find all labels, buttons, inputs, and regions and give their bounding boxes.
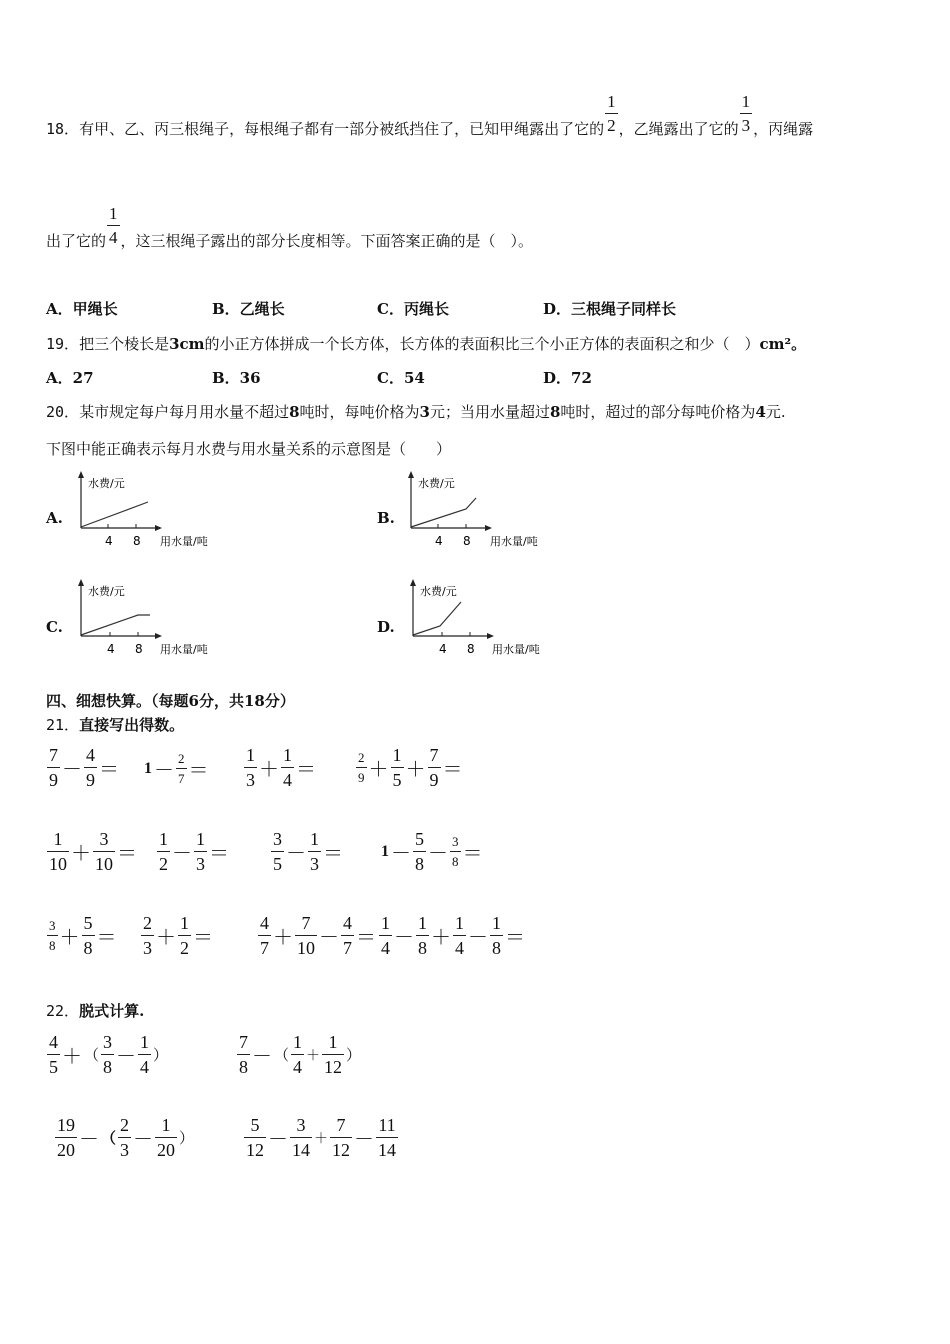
q18-text-d: 出了它的 bbox=[46, 232, 107, 250]
plus-sign: ＋ bbox=[259, 759, 279, 781]
x-axis-label: 用水量/吨 bbox=[490, 535, 538, 548]
y-axis-label: 水费/元 bbox=[418, 477, 455, 490]
minus-sign: － bbox=[354, 1129, 374, 1151]
fraction: $\frac{1}{5}$ bbox=[392, 745, 402, 790]
fraction: $\frac{7}{8}$ bbox=[239, 1032, 248, 1077]
q20-line2: 下图中能正确表示每月水费与用水量关系的示意图是（ ） bbox=[46, 440, 452, 458]
q18-fraction-half: $\frac{1}{2}$ bbox=[607, 92, 616, 135]
fraction: $\frac{1}{4}$ bbox=[140, 1032, 150, 1077]
q22-expr-1 bbox=[46, 1033, 169, 1076]
x-axis-arrow bbox=[155, 525, 162, 531]
q20-option-a-label[interactable]: A. bbox=[46, 509, 63, 527]
q18-option-d[interactable]: D．三根绳子同样长 bbox=[543, 300, 677, 318]
fraction: $\frac{1}{2}$ bbox=[159, 829, 168, 874]
fraction: $\frac{1}{4}$ bbox=[283, 745, 292, 790]
plus-sign: ＋ bbox=[405, 759, 426, 781]
q20-option-d-label[interactable]: D. bbox=[377, 618, 395, 636]
q18-text-e: ，这三根绳子露出的部分长度相等。下面答案正确的是（ ）。 bbox=[120, 232, 534, 250]
x-axis-arrow bbox=[155, 633, 162, 639]
q20-option-b-label[interactable]: B. bbox=[377, 509, 395, 527]
x-axis-arrow bbox=[485, 525, 492, 531]
q21-title: 直接写出得数。 bbox=[79, 716, 185, 734]
q22-expr-3 bbox=[54, 1116, 195, 1159]
y-axis-label: 水费/元 bbox=[88, 477, 125, 490]
q22-heading bbox=[46, 1000, 144, 1021]
left-paren: （ bbox=[101, 1131, 117, 1147]
fraction: $\frac{3}{5}$ bbox=[273, 829, 282, 874]
tick-label-8: 8 bbox=[135, 642, 143, 656]
q19-option-d[interactable]: D．72 bbox=[543, 369, 592, 387]
q19-option-a[interactable]: A．27 bbox=[46, 369, 94, 387]
fraction: $\frac{4}{5}$ bbox=[49, 1032, 58, 1077]
q20-text-d: 吨时，超过的部分每吨价格为 bbox=[560, 403, 756, 421]
y-axis-arrow bbox=[408, 471, 414, 478]
q21-expr-4 bbox=[355, 746, 464, 789]
q18-option-c[interactable]: C．丙绳长 bbox=[377, 300, 449, 318]
q20-number: 20． bbox=[46, 403, 80, 421]
plus-sign: ＋ bbox=[314, 1131, 328, 1147]
fraction: $\frac{3}{8}$ bbox=[49, 918, 56, 953]
fraction: $\frac{1}{4}$ bbox=[455, 913, 464, 958]
q21-expr-11 bbox=[257, 914, 377, 957]
fraction: $\frac{1}{10}$ bbox=[49, 829, 67, 874]
left-paren: （ bbox=[84, 1048, 100, 1064]
fraction: $\frac{2}{3}$ bbox=[143, 913, 152, 958]
q21-expr-6 bbox=[156, 830, 230, 873]
q18-text-c: ，丙绳露 bbox=[753, 120, 814, 138]
tick-label-4: 4 bbox=[107, 642, 115, 656]
fraction: $\frac{2}{9}$ bbox=[358, 750, 365, 785]
q20-value-a: 8 bbox=[289, 403, 300, 421]
q20-option-c-label[interactable]: C. bbox=[46, 618, 63, 636]
fraction: $\frac{5}{8}$ bbox=[415, 829, 424, 874]
fraction: $\frac{1}{4}$ bbox=[293, 1032, 303, 1077]
fraction: $\frac{7}{10}$ bbox=[297, 913, 315, 958]
q21-heading bbox=[46, 714, 184, 735]
q19-text-b: 的小正方体拼成一个长方体，长方体的表面积比三个小正方体的表面积之和少（ ） bbox=[204, 335, 760, 353]
tick-label-4: 4 bbox=[105, 534, 113, 548]
section-4-title: 四、细想快算。（每题6分，共18分） bbox=[46, 692, 295, 710]
q19-text bbox=[46, 333, 806, 354]
x-axis-label: 用水量/吨 bbox=[160, 643, 208, 656]
fraction: $\frac{5}{8}$ bbox=[83, 913, 93, 958]
fraction: $\frac{7}{9}$ bbox=[49, 745, 58, 790]
fraction: $\frac{3}{8}$ bbox=[452, 834, 459, 869]
q21-expr-5 bbox=[46, 830, 138, 873]
minus-sign: － bbox=[172, 843, 192, 865]
q22-expr-4 bbox=[243, 1116, 399, 1159]
q18-fraction-quarter: $\frac{1}{4}$ bbox=[109, 204, 118, 247]
fraction: $\frac{5}{12}$ bbox=[246, 1115, 264, 1160]
y-axis-arrow bbox=[410, 579, 416, 586]
q20-value-d: 4 bbox=[755, 403, 766, 421]
plus-sign: ＋ bbox=[306, 1048, 321, 1064]
fraction: $\frac{1}{20}$ bbox=[157, 1115, 176, 1160]
q18-option-b[interactable]: B．乙绳长 bbox=[212, 300, 285, 318]
q19-number: 19． bbox=[46, 335, 80, 353]
q18-option-a[interactable]: A．甲绳长 bbox=[46, 300, 118, 318]
equals-sign: ＝ bbox=[462, 843, 483, 865]
equals-sign: ＝ bbox=[323, 843, 343, 865]
fraction: $\frac{1}{3}$ bbox=[196, 829, 205, 874]
q20-graph-c[interactable] bbox=[70, 578, 230, 663]
left-paren: （ bbox=[274, 1048, 290, 1064]
fraction: $\frac{4}{7}$ bbox=[260, 913, 269, 958]
plus-sign: ＋ bbox=[62, 1046, 82, 1068]
q18-number: 18． bbox=[46, 120, 80, 138]
q18-text-b: ，乙绳露出了它的 bbox=[618, 120, 739, 138]
equals-sign: ＝ bbox=[442, 759, 463, 781]
tick-label-8: 8 bbox=[463, 534, 471, 548]
equals-sign: ＝ bbox=[296, 759, 316, 781]
fraction: $\frac{2}{3}$ bbox=[120, 1115, 130, 1160]
minus-sign: － bbox=[391, 843, 411, 865]
minus-sign: － bbox=[428, 843, 448, 865]
y-axis-arrow bbox=[78, 471, 84, 478]
fee-line bbox=[411, 498, 476, 527]
fraction: $\frac{4}{9}$ bbox=[86, 745, 95, 790]
q20-text-e: 元. bbox=[765, 403, 786, 421]
q19-edge-length: 3cm bbox=[169, 335, 205, 353]
right-paren: ） bbox=[179, 1131, 195, 1147]
equals-sign: ＝ bbox=[96, 927, 117, 949]
fraction: $\frac{19}{20}$ bbox=[57, 1115, 75, 1160]
minus-sign: － bbox=[154, 760, 174, 782]
q20-text-c: 元；当用水量超过 bbox=[429, 403, 550, 421]
q20-graph-d[interactable] bbox=[402, 578, 562, 663]
q20-text-a: 某市规定每户每月用水量不超过 bbox=[79, 403, 290, 421]
plus-sign: ＋ bbox=[368, 759, 389, 781]
fraction: $\frac{1}{8}$ bbox=[418, 913, 427, 958]
plus-sign: ＋ bbox=[273, 927, 293, 949]
minus-sign: － bbox=[116, 1046, 137, 1068]
y-axis-label: 水费/元 bbox=[420, 585, 457, 598]
right-paren: ） bbox=[153, 1048, 169, 1064]
equals-sign: ＝ bbox=[117, 843, 137, 865]
q19-unit: cm²。 bbox=[759, 335, 807, 353]
minus-sign: － bbox=[62, 759, 82, 781]
one: 1 bbox=[381, 842, 389, 860]
fraction: $\frac{1}{3}$ bbox=[310, 829, 319, 874]
fraction: $\frac{1}{12}$ bbox=[324, 1032, 343, 1077]
fraction: $\frac{7}{12}$ bbox=[332, 1115, 350, 1160]
fraction: $\frac{7}{9}$ bbox=[429, 745, 439, 790]
q20-graph-b[interactable] bbox=[400, 470, 560, 555]
q21-expr-2 bbox=[143, 752, 210, 785]
q21-expr-3 bbox=[243, 746, 317, 789]
one: 1 bbox=[144, 759, 152, 777]
minus-sign: － bbox=[268, 1129, 288, 1151]
plus-sign: ＋ bbox=[59, 927, 80, 949]
fraction: $\frac{3}{14}$ bbox=[292, 1115, 310, 1160]
fraction: $\frac{11}{14}$ bbox=[378, 1115, 396, 1160]
q19-text-a: 把三个棱长是 bbox=[79, 335, 170, 353]
fraction: $\frac{1}{3}$ bbox=[246, 745, 255, 790]
equals-sign: ＝ bbox=[188, 760, 209, 782]
fee-line bbox=[81, 502, 148, 527]
equals-sign: ＝ bbox=[209, 843, 229, 865]
tick-label-8: 8 bbox=[467, 642, 475, 656]
q21-expr-12 bbox=[378, 914, 526, 957]
tick-label-4: 4 bbox=[435, 534, 443, 548]
tick-label-8: 8 bbox=[133, 534, 141, 548]
q22-expr-2 bbox=[236, 1033, 362, 1076]
x-axis-label: 用水量/吨 bbox=[160, 535, 208, 548]
equals-sign: ＝ bbox=[356, 927, 376, 949]
fee-line bbox=[413, 602, 461, 635]
q18-text-a: 有甲、乙、丙三根绳子，每根绳子都有一部分被纸挡住了，已知甲绳露出了它的 bbox=[79, 120, 605, 138]
fraction: $\frac{3}{10}$ bbox=[95, 829, 113, 874]
q20-value-c: 8 bbox=[549, 403, 561, 421]
fraction: $\frac{1}{2}$ bbox=[180, 913, 189, 958]
fraction: $\frac{4}{7}$ bbox=[343, 913, 352, 958]
tick-label-4: 4 bbox=[439, 642, 447, 656]
minus-sign: － bbox=[133, 1129, 154, 1151]
fraction: $\frac{2}{7}$ bbox=[178, 751, 185, 786]
q21-expr-7 bbox=[270, 830, 344, 873]
equals-sign: ＝ bbox=[505, 927, 525, 949]
y-axis-label: 水费/元 bbox=[88, 585, 125, 598]
q22-title: 脱式计算. bbox=[79, 1002, 145, 1020]
fee-line bbox=[81, 615, 150, 635]
y-axis-arrow bbox=[78, 579, 84, 586]
q20-graph-a[interactable] bbox=[70, 470, 230, 555]
q19-option-c[interactable]: C．54 bbox=[377, 369, 425, 387]
minus-sign: － bbox=[468, 927, 488, 949]
minus-sign: － bbox=[79, 1129, 99, 1151]
q18-fraction-third: $\frac{1}{3}$ bbox=[741, 92, 751, 135]
equals-sign: ＝ bbox=[193, 927, 213, 949]
x-axis-label: 用水量/吨 bbox=[492, 643, 540, 656]
equals-sign: ＝ bbox=[99, 759, 119, 781]
fraction: $\frac{1}{8}$ bbox=[492, 913, 501, 958]
q21-expr-9 bbox=[46, 914, 118, 957]
q20-value-b: 3 bbox=[419, 403, 430, 421]
q21-expr-8 bbox=[380, 830, 484, 873]
right-paren: ） bbox=[346, 1048, 362, 1064]
q20-text bbox=[46, 401, 786, 422]
x-axis-arrow bbox=[487, 633, 494, 639]
q19-option-b[interactable]: B．36 bbox=[212, 369, 261, 387]
q21-expr-10 bbox=[140, 914, 214, 957]
fraction: $\frac{1}{4}$ bbox=[381, 913, 390, 958]
plus-sign: ＋ bbox=[431, 927, 451, 949]
plus-sign: ＋ bbox=[156, 927, 176, 949]
fraction: $\frac{3}{8}$ bbox=[103, 1032, 113, 1077]
minus-sign: － bbox=[394, 927, 414, 949]
minus-sign: － bbox=[319, 927, 339, 949]
q18-line1 bbox=[46, 92, 814, 139]
minus-sign: － bbox=[286, 843, 306, 865]
q21-expr-1 bbox=[46, 746, 120, 789]
q18-line2 bbox=[46, 204, 534, 251]
q21-number: 21． bbox=[46, 716, 80, 734]
minus-sign: － bbox=[252, 1046, 272, 1068]
q22-number: 22． bbox=[46, 1002, 80, 1020]
q20-text-b: 吨时，每吨价格为 bbox=[299, 403, 420, 421]
plus-sign: ＋ bbox=[71, 843, 91, 865]
